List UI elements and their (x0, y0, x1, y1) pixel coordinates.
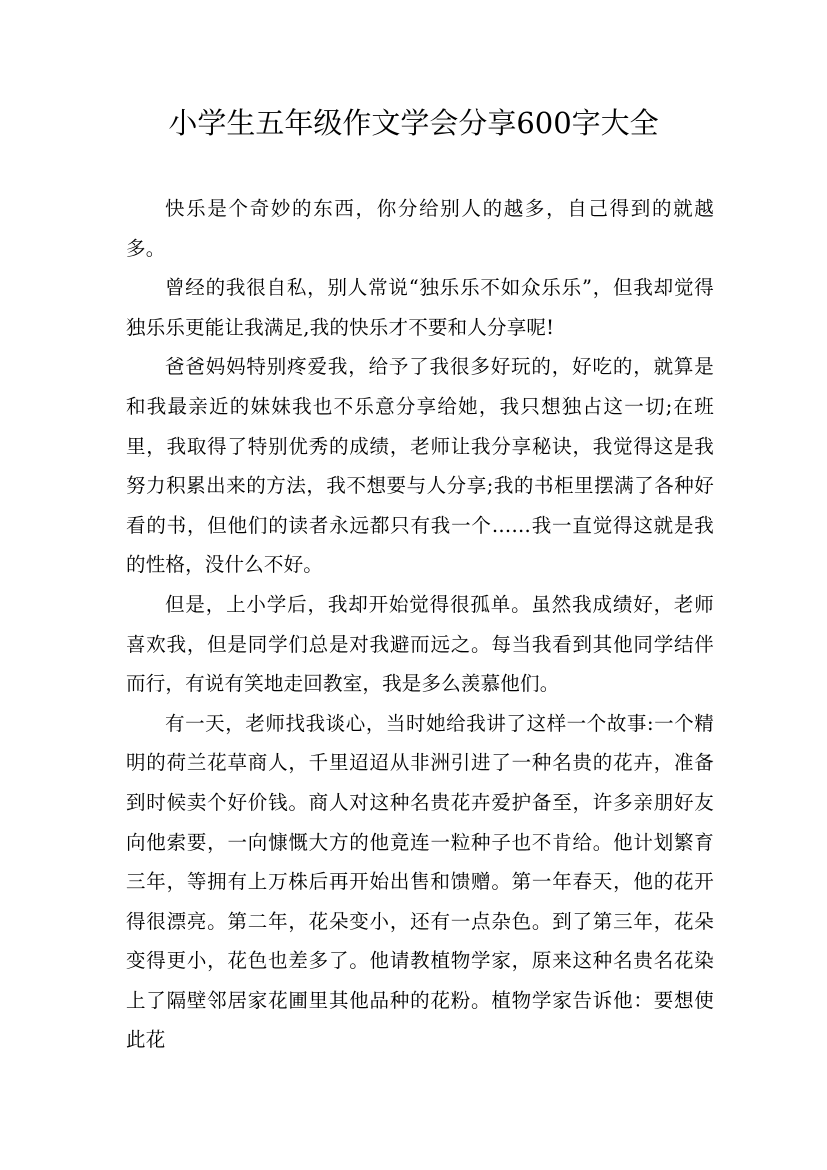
paragraph: 曾经的我很自私，别人常说“独乐乐不如众乐乐”，但我却觉得独乐乐更能让我满足,我的快乐才不要和人分享呢! (126, 276, 714, 339)
paragraph: 快乐是个奇妙的东西，你分给别人的越多，自己得到的就越多。 (126, 197, 714, 260)
paragraph: 但是，上小学后，我却开始觉得很孤单。虽然我成绩好，老师喜欢我，但是同学们总是对我避而远之。每当我看到其他同学结伴而行，有说有笑地走回教室，我是多么羡慕他们。 (126, 592, 714, 696)
essay-body (126, 189, 714, 1060)
page-title: 小学生五年级作文学会分享600字大全 (168, 106, 659, 140)
paragraph: 爸爸妈妈特别疼爱我，给予了我很多好玩的，好吃的，就算是和我最亲近的妹妹我也不乐意分享给她，我只想独占这一切;在班里，我取得了特别优秀的成绩，老师让我分享秘诀，我觉得这是我努力积累出来的方法，我不想要与人分享;我的书柜里摆满了各种好看的书，但他们的读者永远都只有我一个……我一直觉得这就是我的性格，没什么不好。 (126, 355, 714, 577)
paragraph: 有一天，老师找我谈心，当时她给我讲了这样一个故事:一个精明的荷兰花草商人，千里迢迢从非洲引进了一种名贵的花卉，准备到时候卖个好价钱。商人对这种名贵花卉爱护备至，许多亲朋好友向他索要，一向慷慨大方的他竟连一粒种子也不肯给。他计划繁育三年，等拥有上万株后再开始出售和馈赠。第一年春天，他的花开得很漂亮。第二年，花朵变小，还有一点杂色。到了第三年，花朵变得更小，花色也差多了。他请教植物学家，原来这种名贵名花染上了隔壁邻居家花圃里其他品种的花粉。植物学家告诉他：要想使此花 (126, 711, 714, 1052)
